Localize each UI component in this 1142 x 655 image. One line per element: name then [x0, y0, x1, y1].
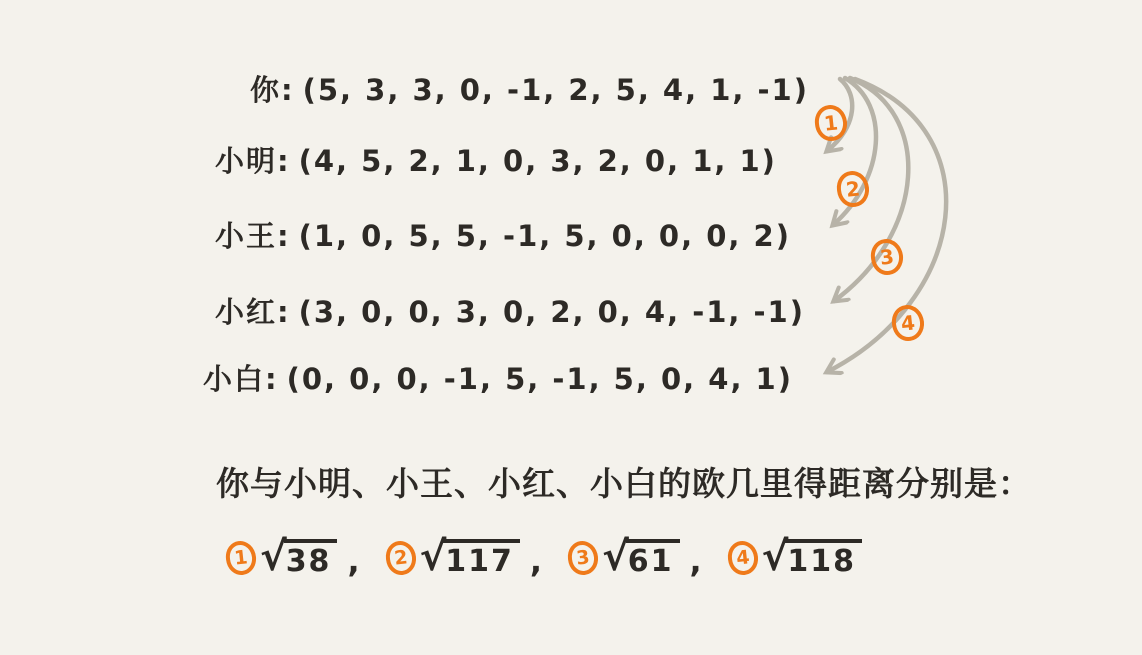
distance-separator-3: , [689, 542, 702, 580]
sqrt-sign-2: √ [419, 534, 447, 580]
distance-separator-2: , [529, 542, 543, 580]
sqrt-sign-4: √ [761, 534, 789, 580]
arrow-badge-1: 1 [813, 103, 849, 142]
radicand-2: 117 [443, 539, 520, 579]
distance-badge-3: 3 [566, 540, 599, 577]
arrow-badge-3: 3 [869, 237, 905, 276]
vector-values-xiaohong: (3, 0, 0, 3, 0, 2, 0, 4, -1, -1) [298, 295, 805, 329]
distance-separator-1: , [347, 542, 360, 580]
vector-label-xiaohong: 小红: [215, 295, 291, 329]
distance-badge-4: 4 [726, 540, 759, 577]
vector-row-xiaoming [215, 139, 777, 180]
vector-row-ni [250, 68, 809, 109]
radical-1 [260, 535, 337, 579]
vector-label-xiaowang: 小王: [215, 219, 291, 253]
distance-badge-1: 1 [224, 540, 257, 577]
vector-row-xiaobai [203, 357, 793, 398]
distance-item-2 [386, 535, 520, 579]
vector-row-xiaohong [215, 290, 805, 331]
distance-badge-2: 2 [384, 540, 417, 577]
sqrt-sign-1: √ [260, 534, 287, 580]
radical-2 [420, 535, 520, 579]
radicand-1: 38 [284, 539, 338, 579]
summary-sentence: 你与小明、小王、小红、小白的欧几里得距离分别是： [216, 464, 1032, 503]
vector-values-xiaowang: (1, 0, 5, 5, -1, 5, 0, 0, 0, 2) [298, 219, 791, 253]
vector-values-xiaobai: (0, 0, 0, -1, 5, -1, 5, 0, 4, 1) [286, 362, 793, 396]
arrow-badge-4: 4 [890, 303, 926, 342]
vector-label-xiaobai: 小白: [203, 362, 279, 396]
radicand-3: 61 [626, 539, 680, 579]
radicand-4: 118 [785, 539, 862, 579]
vector-row-xiaowang [215, 214, 791, 255]
distance-item-4 [728, 535, 862, 579]
sqrt-sign-3: √ [602, 534, 629, 580]
arrow-badge-2: 2 [835, 169, 871, 208]
vector-label-xiaoming: 小明: [215, 144, 291, 178]
vector-values-ni: (5, 3, 3, 0, -1, 2, 5, 4, 1, -1) [302, 73, 809, 107]
vector-values-xiaoming: (4, 5, 2, 1, 0, 3, 2, 0, 1, 1) [298, 144, 777, 178]
vector-label-ni: 你: [250, 73, 295, 107]
radical-3 [602, 535, 679, 579]
radical-4 [762, 535, 862, 579]
distance-results-line [226, 534, 862, 580]
distance-item-1 [226, 535, 337, 579]
distance-item-3 [568, 535, 679, 579]
